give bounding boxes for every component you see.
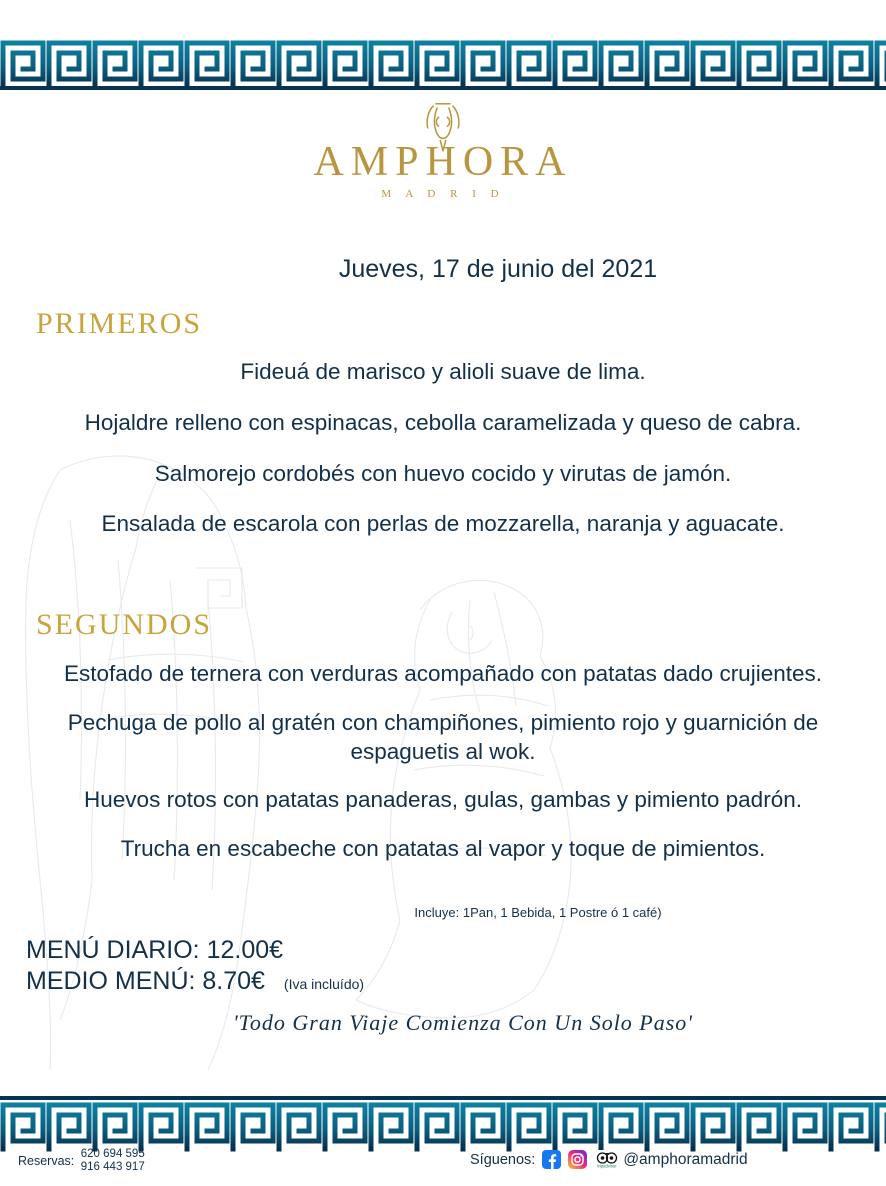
greek-key-border-top (0, 34, 886, 90)
facebook-icon[interactable] (542, 1150, 561, 1169)
tripadvisor-icon[interactable] (594, 1150, 617, 1169)
greek-key-border-bottom (0, 1096, 886, 1152)
price-daily-label: MENÚ DIARIO: 12.00€ (26, 936, 284, 964)
reservations-label: Reservas: (18, 1154, 75, 1169)
menu-date: Jueves, 17 de junio del 2021 (338, 255, 658, 283)
logo-wordmark: AMPHORA (313, 139, 573, 185)
reservations-phones (81, 1148, 145, 1174)
section-title-primeros: PRIMEROS (36, 307, 203, 340)
social-bar (470, 1150, 748, 1169)
list-item: Pechuga de pollo al gratén con champiñones, pimiento rojo y guarnición de espaguetis al wok. (67, 709, 819, 764)
list-item: Fideuá de marisco y alioli suave de lima. (240, 359, 646, 384)
logo-subtitle: M A D R I D (381, 188, 505, 200)
list-item: Ensalada de escarola con perlas de mozzarella, naranja y aguacate. (101, 511, 785, 537)
footer (0, 1146, 886, 1181)
list-item: Huevos rotos con patatas panaderas, gulas, gambas y pimiento padrón. (84, 787, 802, 813)
price-block (26, 935, 364, 998)
phone-1[interactable]: 620 694 595 (80, 1148, 145, 1160)
dish-list-segundos (0, 660, 886, 884)
list-item: Hojaldre relleno con espinacas, cebolla caramelizada y queso de cabra. (84, 409, 802, 435)
list-item: Trucha en escabeche con patatas al vapor y toque de pimientos. (120, 836, 766, 862)
price-half (26, 966, 364, 997)
tax-note: (Iva incluído) (283, 976, 365, 993)
social-handle[interactable]: @amphoramadrid (623, 1150, 748, 1168)
slogan: 'Todo Gran Viaje Comienza Con Un Solo Paso' (232, 1010, 694, 1035)
amphora-icon (413, 100, 473, 155)
list-item: Estofado de ternera con verduras acompañado con patatas dado crujientes. (64, 661, 822, 686)
list-item: Salmorejo cordobés con huevo cocido y virutas de jamón. (154, 460, 732, 486)
follow-label: Síguenos: (470, 1151, 536, 1168)
phone-2[interactable]: 916 443 917 (80, 1161, 145, 1174)
price-half-label: MEDIO MENÚ: 8.70€ (26, 967, 265, 996)
section-title-segundos: SEGUNDOS (36, 608, 213, 641)
svg-text:tripadvisor: tripadvisor (597, 1163, 617, 1169)
dish-list-primeros (0, 358, 886, 561)
instagram-icon[interactable] (568, 1150, 587, 1169)
includes-note: Incluye: 1Pan, 1 Bebida, 1 Postre ó 1 café) (414, 905, 662, 920)
logo (0, 100, 886, 200)
price-daily (26, 935, 364, 966)
reservations (18, 1148, 145, 1174)
